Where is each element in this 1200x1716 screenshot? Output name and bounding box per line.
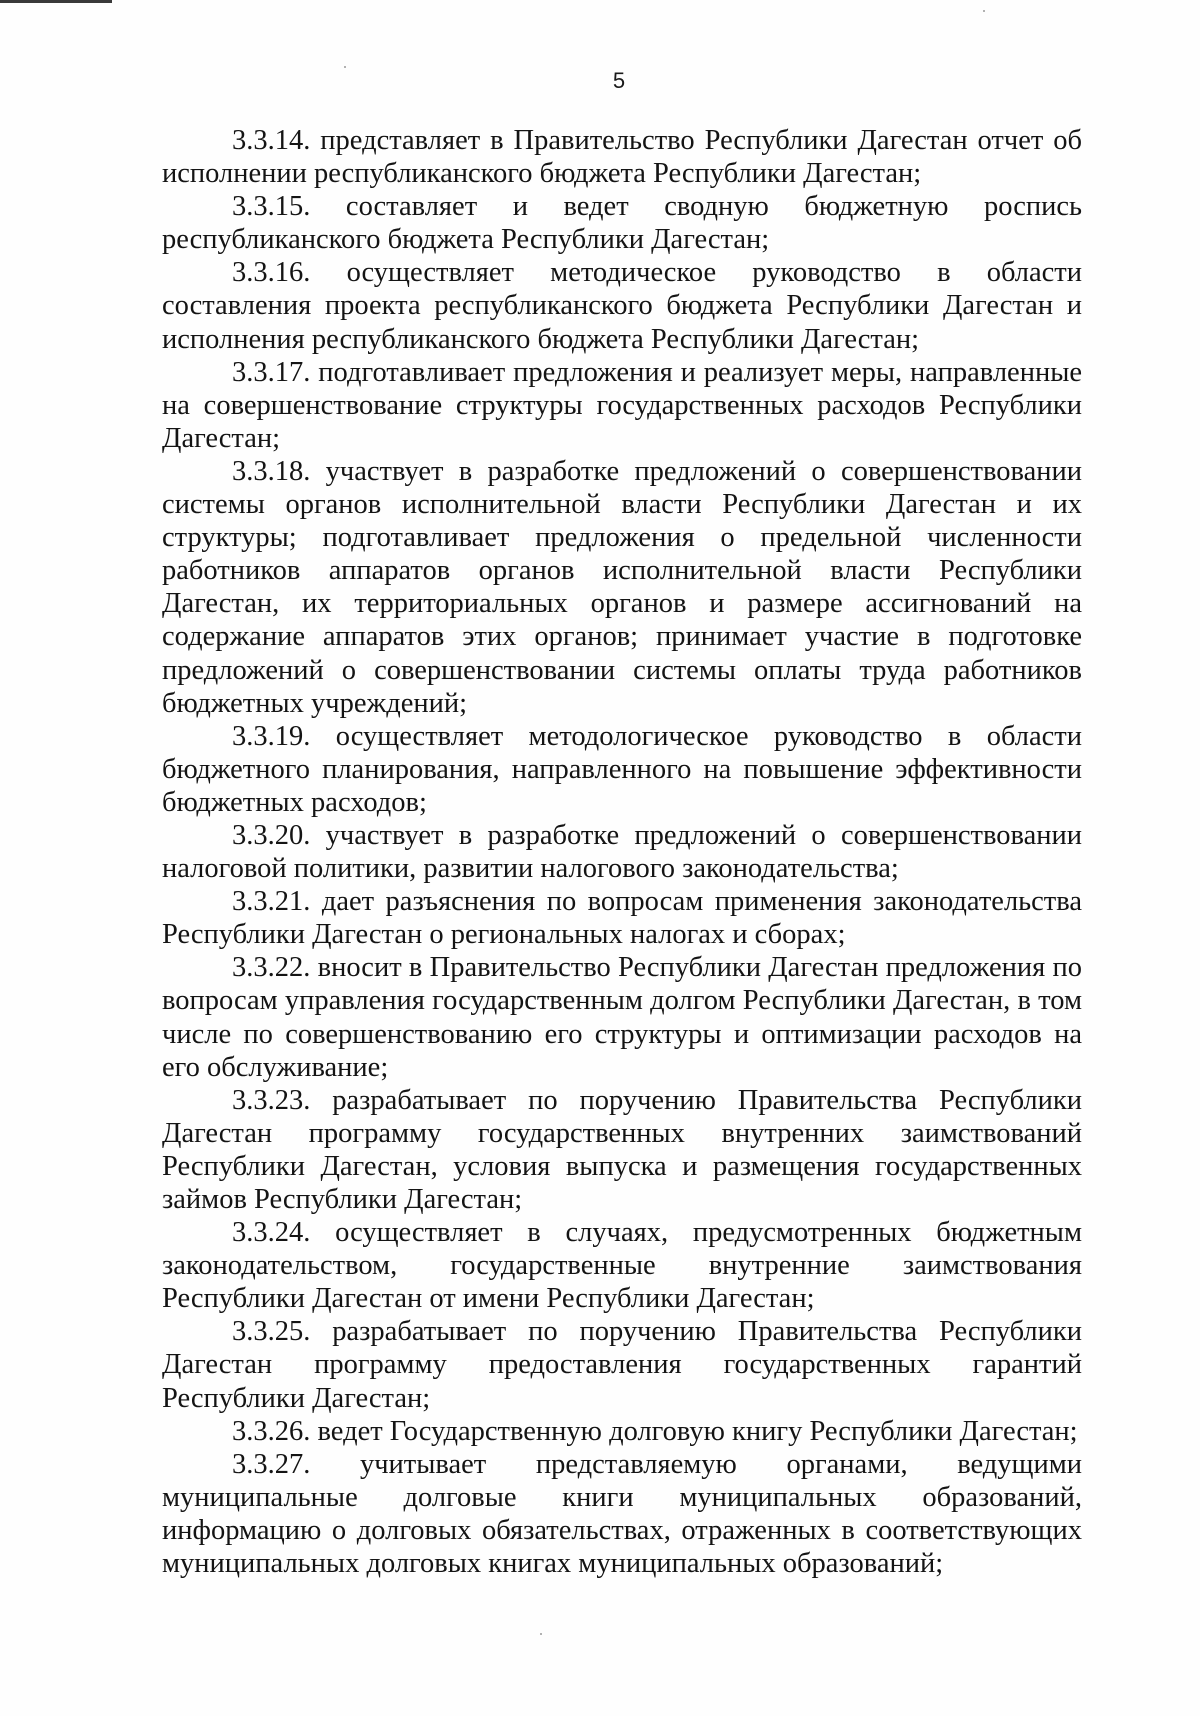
paragraph-3-3-14: 3.3.14. представляет в Правительство Республики Дагестан отчет об исполнении республиканского бюджета Республики Дагестан;: [162, 125, 1082, 190]
paragraph-3-3-15: 3.3.15. составляет и ведет сводную бюджетную роспись республиканского бюджета Республики Дагестан;: [162, 191, 1082, 256]
paragraph-3-3-24: 3.3.24. осуществляет в случаях, предусмотренных бюджетным законодательством, государственные внутренние заимствования Республики Дагестан от имени Республики Дагестан;: [162, 1217, 1082, 1315]
scan-speck: [983, 10, 985, 12]
scan-speck: [540, 1633, 542, 1635]
scan-speck: [344, 66, 346, 68]
paragraph-3-3-23: 3.3.23. разрабатывает по поручению Правительства Республики Дагестан программу государственных внутренних заимствований Республики Дагестан, условия выпуска и размещения государственных займов Республики Дагестан;: [162, 1084, 1082, 1215]
page-number: 5: [612, 68, 626, 93]
paragraph-3-3-27: 3.3.27. учитывает представляемую органами, ведущими муниципальные долговые книги муниципальных образований, информацию о долговых обязательствах, отраженных в соответствующих муниципальных долговых книгах муниципальных образований;: [162, 1448, 1082, 1580]
paragraph-3-3-16: 3.3.16. осуществляет методическое руководство в области составления проекта республиканского бюджета Республики Дагестан и исполнения республиканского бюджета Республики Дагестан;: [162, 257, 1082, 355]
paragraph-3-3-26: 3.3.26. ведет Государственную долговую книгу Республики Дагестан;: [232, 1415, 1078, 1447]
paragraph-3-3-17: 3.3.17. подготавливает предложения и реализует меры, направленные на совершенствование структуры государственных расходов Республики Дагестан;: [162, 356, 1082, 454]
paragraph-3-3-20: 3.3.20. участвует в разработке предложений о совершенствовании налоговой политики, развитии налогового законодательства;: [162, 819, 1082, 885]
paragraph-3-3-21: 3.3.21. дает разъяснения по вопросам применения законодательства Республики Дагестан о региональных налогах и сборах;: [162, 886, 1082, 951]
paragraph-3-3-18: 3.3.18. участвует в разработке предложений о совершенствовании системы органов исполнительной власти Республики Дагестан и их структуры; подготавливает предложения о предельной численности работников аппаратов органов исполнительной власти Республики Дагестан, их территориальных органов и размере ассигнований на содержание аппаратов этих органов; принимает участие в подготовке предложений о совершенствовании системы оплаты труда работников бюджетных учреждений;: [162, 455, 1082, 719]
scan-edge-mark: [0, 0, 112, 3]
paragraph-3-3-22: 3.3.22. вносит в Правительство Республики Дагестан предложения по вопросам управления государственным долгом Республики Дагестан, в том числе по совершенствованию его структуры и оптимизации расходов на его обслуживание;: [162, 952, 1082, 1083]
document-body: [162, 124, 1082, 1580]
paragraph-3-3-19: 3.3.19. осуществляет методологическое руководство в области бюджетного планирования, направленного на повышение эффективности бюджетных расходов;: [162, 720, 1082, 818]
paragraph-3-3-25: 3.3.25. разрабатывает по поручению Правительства Республики Дагестан программу предоставления государственных гарантий Республики Дагестан;: [162, 1316, 1082, 1414]
